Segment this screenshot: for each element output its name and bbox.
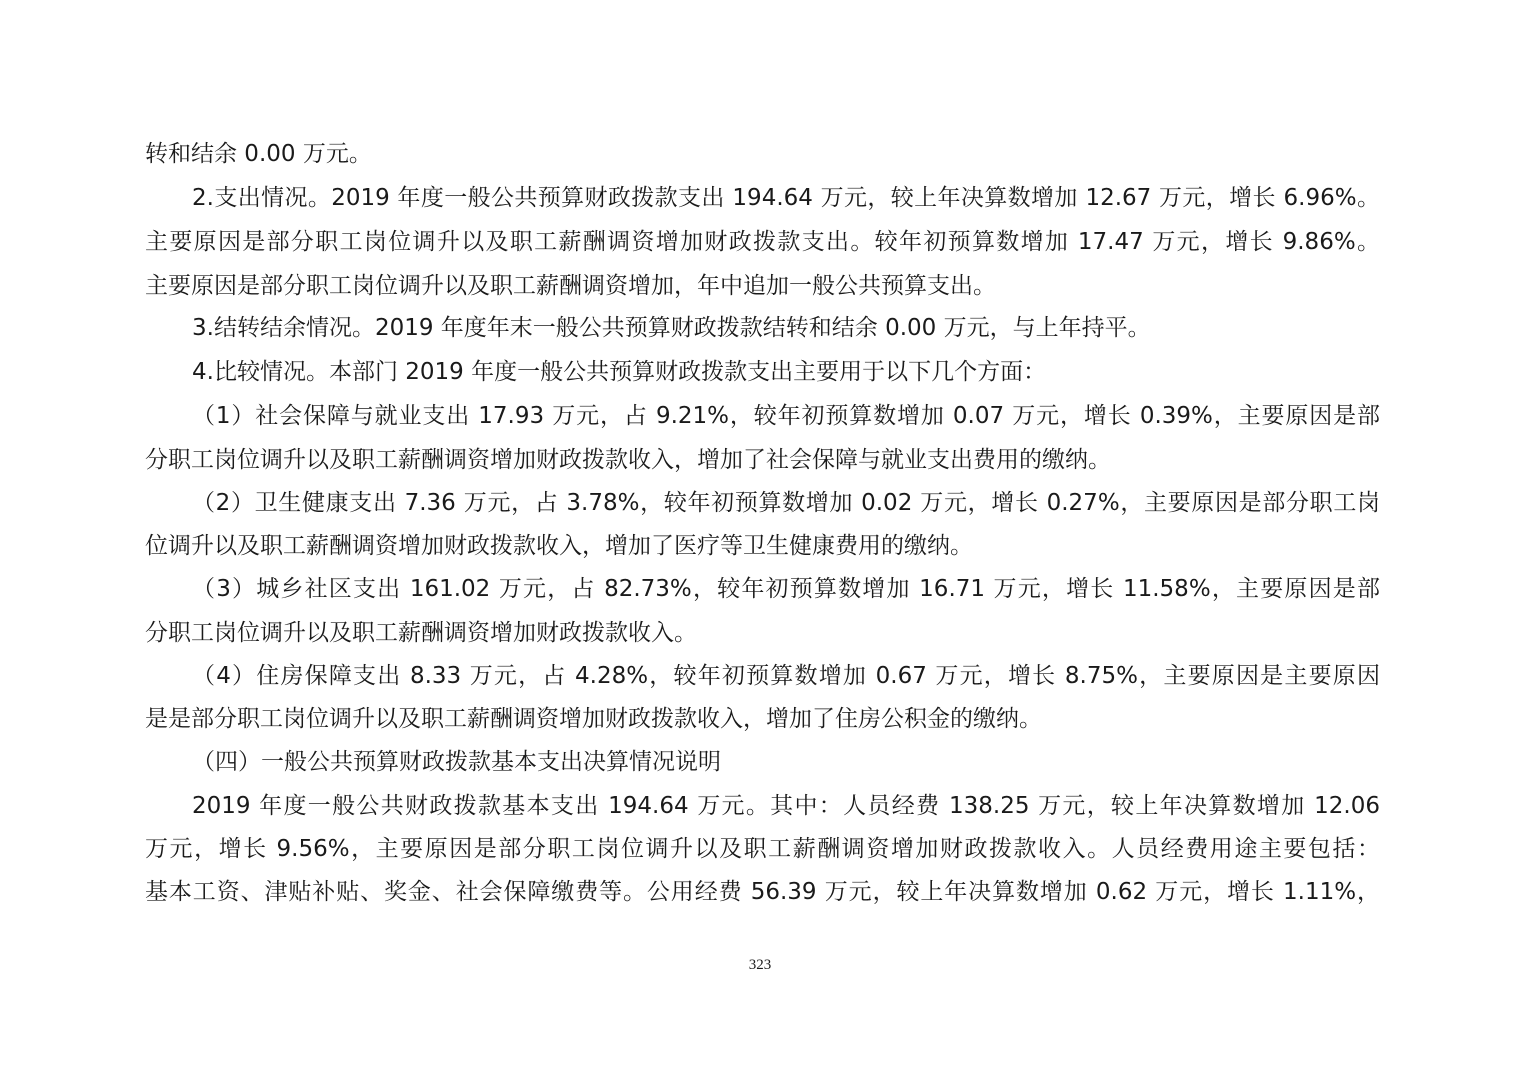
text-line-16: 2019 年度一般公共财政拨款基本支出 194.64 万元。其中：人员经费 138.25 万元，较上年决算数增加 12.06 — [192, 793, 1380, 819]
text-line-18: 基本工资、津贴补贴、奖金、社会保障缴费等。公用经费 56.39 万元，较上年决算数增加 0.62 万元，增长 1.11%， — [145, 879, 1380, 905]
text-line-7: （1）社会保障与就业支出 17.93 万元，占 9.21%，较年初预算数增加 0.07 万元，增长 0.39%，主要原因是部 — [192, 403, 1380, 429]
text-line-3: 主要原因是部分职工岗位调升以及职工薪酬调资增加财政拨款支出。较年初预算数增加 17.47 万元，增长 9.86%。 — [145, 229, 1380, 255]
section-heading: （四）一般公共预算财政拨款基本支出决算情况说明 — [192, 749, 721, 775]
text-line-10: 位调升以及职工薪酬调资增加财政拨款收入，增加了医疗等卫生健康费用的缴纳。 — [145, 533, 973, 559]
text-line-6: 4.比较情况。本部门 2019 年度一般公共预算财政拨款支出主要用于以下几个方面： — [192, 359, 1047, 385]
text-line-5: 3.结转结余情况。2019 年度年末一般公共预算财政拨款结转和结余 0.00 万元，与上年持平。 — [192, 315, 1151, 341]
text-line-11: （3）城乡社区支出 161.02 万元，占 82.73%，较年初预算数增加 16.71 万元，增长 11.58%，主要原因是部 — [192, 576, 1380, 602]
text-line-14: 是是部分职工岗位调升以及职工薪酬调资增加财政拨款收入，增加了住房公积金的缴纳。 — [145, 706, 1042, 732]
text-line-9: （2）卫生健康支出 7.36 万元，占 3.78%，较年初预算数增加 0.02 万元，增长 0.27%，主要原因是部分职工岗 — [192, 490, 1380, 516]
text-line-2: 2.支出情况。2019 年度一般公共预算财政拨款支出 194.64 万元，较上年决算数增加 12.67 万元，增长 6.96%。 — [192, 185, 1380, 211]
text-line-17: 万元，增长 9.56%，主要原因是部分职工岗位调升以及职工薪酬调资增加财政拨款收入。人员经费用途主要包括： — [145, 836, 1380, 862]
text-line-13: （4）住房保障支出 8.33 万元，占 4.28%，较年初预算数增加 0.67 万元，增长 8.75%，主要原因是主要原因 — [192, 663, 1380, 689]
text-line-8: 分职工岗位调升以及职工薪酬调资增加财政拨款收入，增加了社会保障与就业支出费用的缴纳。 — [145, 447, 1111, 473]
page-number: 323 — [748, 957, 772, 973]
text-line-1: 转和结余 0.00 万元。 — [145, 141, 372, 167]
text-line-12: 分职工岗位调升以及职工薪酬调资增加财政拨款收入。 — [145, 620, 697, 646]
text-line-4: 主要原因是部分职工岗位调升以及职工薪酬调资增加，年中追加一般公共预算支出。 — [145, 273, 996, 299]
